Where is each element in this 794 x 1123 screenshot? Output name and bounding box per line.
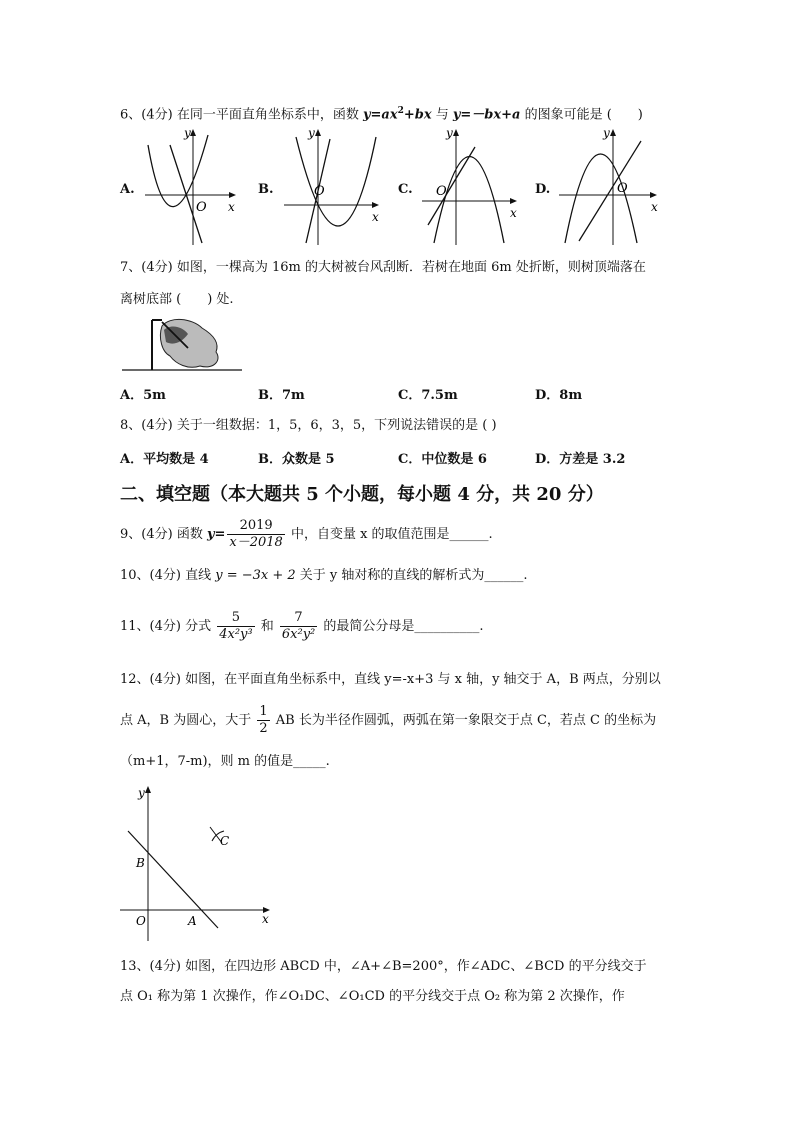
q7-option-d: D．8m [535,388,583,403]
q9-y: y= [206,527,226,542]
question-8-stem: 8、(4分) 关于一组数据：1，5，6，3，5，下列说法错误的是 ( ) [120,418,497,433]
q8-option-c: C．中位数是 6 [398,452,487,467]
q6-b-origin-label: O [314,184,325,199]
q11-fraction-2-denominator: 6x²y² [281,627,316,642]
question-7-stem-line-2: 离树底部 ( ) 处. [120,292,234,307]
q12-origin-label: O [136,914,146,928]
q11-prefix: 11、(4分) 分式 [120,619,216,634]
q9-prefix: 9、(4分) 函数 [120,527,207,542]
q6-option-a-label: A. [120,182,135,197]
q12-x-label: x [262,912,269,926]
q6-suffix: 的图象可能是 ( ) [520,107,643,123]
q8-option-a: A．平均数是 4 [120,452,209,467]
question-13-stem-line-1: 13、(4分) 如图，在四边形 ABCD 中，∠A+∠B=200°，作∠ADC、∠BCD 的平分线交于 [120,959,647,974]
q9-numerator: 2019 [227,518,284,535]
q12-half-denominator: 2 [259,721,268,736]
q6-function-2: y=－bx+a [452,107,521,123]
q7-option-c: C．7.5m [398,388,458,403]
q6-c-x-label: x [510,206,517,220]
q6-function-1-tail: +bx [403,107,432,123]
q6-b-x-label: x [372,210,379,224]
question-6-stem [120,101,643,125]
q6-a-x-label: x [228,200,235,214]
q6-option-c-label: C. [398,182,413,197]
q7-broken-tree-figure [122,312,247,374]
q12-point-c-label: C [220,834,230,848]
q6-a-origin-label: O [196,200,207,215]
q12-half-numerator: 1 [259,704,268,719]
section-2-title: 二、填空题（本大题共 5 个小题，每小题 4 分，共 20 分） [120,484,604,505]
q11-suffix: 的最简公分母是__________. [319,619,484,634]
q11-fraction-2 [280,610,317,643]
q6-graph-a [140,125,240,247]
q6-graph-b [280,125,385,247]
q11-fraction-1 [217,610,254,643]
q6-c-origin-label: O [436,184,447,199]
q6-mid: 与 [431,107,453,123]
q6-b-y-label: y [308,126,315,140]
question-9-stem [120,518,493,551]
q6-graph-c [420,125,525,247]
q12-point-a-label: A [188,914,197,928]
q12-y-label: y [138,786,145,800]
q9-fraction [227,518,284,551]
question-12-stem-line-3: （m+1，7-m)，则 m 的值是_____. [120,754,330,769]
q7-option-a: A．5m [120,388,166,403]
q9-suffix: 中，自变量 x 的取值范围是______. [286,527,493,542]
q6-option-d-label: D. [535,182,551,197]
q9-denominator: x－2018 [229,535,283,550]
question-12-stem-line-1: 12、(4分) 如图，在平面直角坐标系中，直线 y=-x+3 与 x 轴，y 轴交于 A，B 两点，分别以 [120,672,661,687]
q10-expression: y = −3x + 2 [215,568,296,583]
q6-c-y-label: y [446,126,453,140]
question-11-stem [120,610,484,643]
question-13-stem-line-2: 点 O₁ 称为第 1 次操作，作∠O₁DC、∠O₁CD 的平分线交于点 O₂ 称为第 2 次操作，作 [120,989,625,1004]
q6-option-b-label: B. [258,182,274,197]
q12-point-b-label: B [136,856,145,870]
q6-graph-d [555,125,665,247]
q12-coordinate-figure [118,783,278,945]
q6-d-y-label: y [603,126,610,140]
q8-option-d: D．方差是 3.2 [535,452,626,467]
q11-fraction-1-numerator: 5 [217,610,254,627]
question-12-stem-line-2 [120,704,656,737]
q6-d-origin-label: O [617,181,628,196]
q12-line-2-start: 点 A，B 为圆心，大于 [120,713,256,728]
q6-prefix: 6、(4分) 在同一平面直角坐标系中，函数 [120,107,363,123]
q11-fraction-2-numerator: 7 [280,610,317,627]
question-10-stem [120,566,528,586]
q11-mid: 和 [256,619,278,634]
q6-d-x-label: x [651,200,658,214]
question-7-stem-line-1: 7、(4分) 如图，一棵高为 16m 的大树被台风刮断．若树在地面 6m 处折断，则树顶端落在 [120,260,646,275]
q11-fraction-1-denominator: 4x²y³ [219,627,253,642]
q6-function-1-exponent: 2 [397,106,404,116]
q10-suffix: 关于 y 轴对称的直线的解析式为______. [295,568,528,583]
q10-prefix: 10、(4分) 直线 [120,568,216,583]
q6-function-1: y=ax [362,107,398,123]
q6-a-y-label: y [184,126,191,140]
q8-option-b: B．众数是 5 [258,452,335,467]
q12-half-fraction [257,704,269,737]
q7-option-b: B．7m [258,388,305,403]
q12-line-2-end: AB 长为半径作圆弧，两弧在第一象限交于点 C，若点 C 的坐标为 [271,713,657,728]
